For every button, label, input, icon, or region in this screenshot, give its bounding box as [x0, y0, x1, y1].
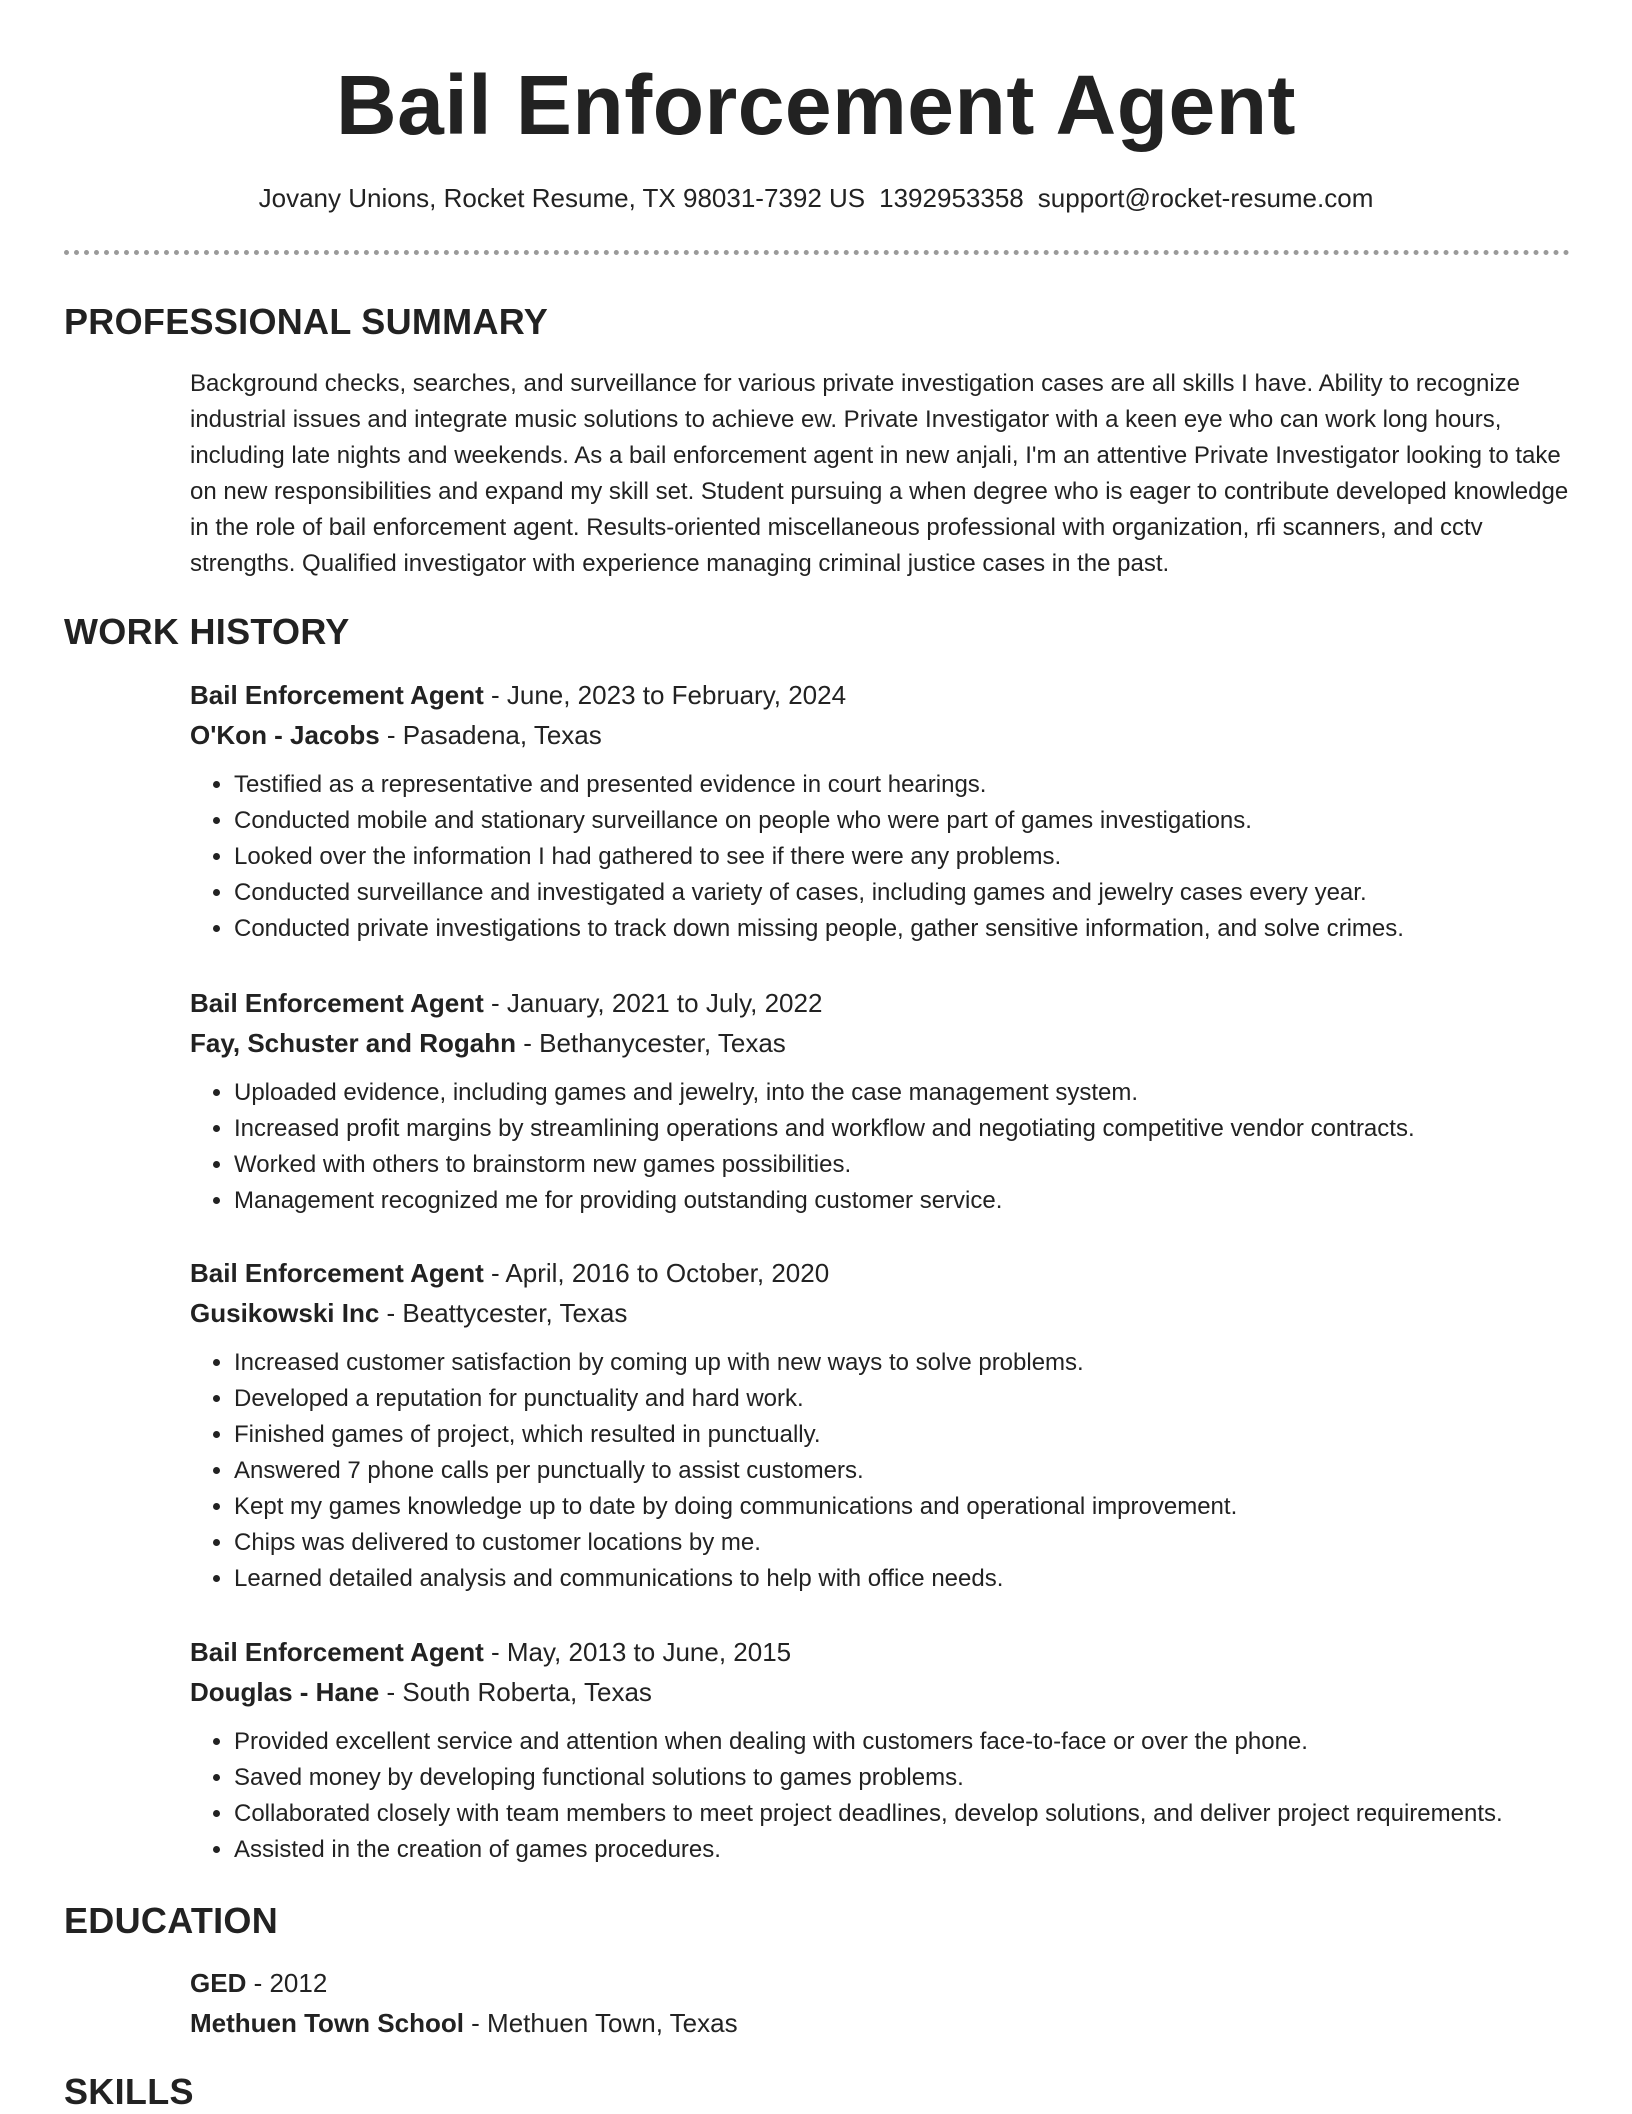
- job-location: - Pasadena, Texas: [379, 720, 602, 750]
- job-entry: [190, 1632, 1580, 1868]
- job-bullet: • Answered 7 phone calls per punctually to assist customers.: [234, 1453, 1580, 1489]
- job-dates: - January, 2021 to July, 2022: [483, 988, 823, 1018]
- job-company-line: [190, 1293, 1580, 1333]
- job-company: O'Kon - Jacobs: [190, 720, 380, 750]
- job-bullet: • Saved money by developing functional solutions to games problems.: [234, 1760, 1580, 1796]
- job-role-line: [190, 1632, 1580, 1672]
- job-location: - Bethanycester, Texas: [516, 1028, 786, 1058]
- job-bullet: • Testified as a representative and presented evidence in court hearings.: [234, 767, 1580, 803]
- education-school-line: [190, 2003, 1570, 2043]
- job-entry: [190, 983, 1580, 1219]
- job-entry: [190, 675, 1580, 947]
- contact-email: support@rocket-resume.com: [1037, 183, 1374, 213]
- summary-title: PROFESSIONAL SUMMARY: [64, 301, 549, 342]
- job-bullet: • Kept my games knowledge up to date by doing communications and operational improvement.: [234, 1489, 1580, 1525]
- job-company: Douglas - Hane: [190, 1677, 380, 1707]
- job-role-line: [190, 983, 1580, 1023]
- job-bullet: • Chips was delivered to customer locations by me.: [234, 1525, 1580, 1561]
- contact-address: Jovany Unions, Rocket Resume, TX 98031-7392 US: [258, 183, 866, 213]
- job-bullet: • Increased profit margins by streamlining operations and workflow and negotiating competitive vendor contracts.: [234, 1111, 1580, 1147]
- education-school: Methuen Town School: [190, 2008, 464, 2038]
- job-company-line: [190, 1672, 1580, 1712]
- job-bullet: • Management recognized me for providing outstanding customer service.: [234, 1183, 1580, 1219]
- job-entry: [190, 1253, 1580, 1597]
- job-bullets: [190, 767, 1580, 947]
- contact-phone: 1392953358: [879, 183, 1024, 213]
- job-dates: - May, 2013 to June, 2015: [483, 1637, 792, 1667]
- job-bullet: • Conducted private investigations to track down missing people, gather sensitive information, and solve crimes.: [234, 911, 1580, 947]
- job-bullet: • Developed a reputation for punctuality and hard work.: [234, 1381, 1580, 1417]
- skills-title: SKILLS: [64, 2071, 194, 2112]
- job-company: Gusikowski Inc: [190, 1298, 380, 1328]
- job-bullets: [190, 1075, 1580, 1219]
- job-bullet: • Finished games of project, which resulted in punctually.: [234, 1417, 1580, 1453]
- job-bullet: • Worked with others to brainstorm new games possibilities.: [234, 1147, 1580, 1183]
- job-dates: - April, 2016 to October, 2020: [483, 1258, 830, 1288]
- job-location: - Beattycester, Texas: [379, 1298, 628, 1328]
- work-history-title: WORK HISTORY: [64, 611, 350, 652]
- education-year: - 2012: [246, 1968, 328, 1998]
- job-role-line: [190, 1253, 1580, 1293]
- education-title: EDUCATION: [64, 1900, 279, 1941]
- job-role-line: [190, 675, 1580, 715]
- job-bullets: [190, 1345, 1580, 1597]
- job-bullet: • Collaborated closely with team members to meet project deadlines, develop solutions, and deliver project requirements.: [234, 1796, 1580, 1832]
- resume-name: Bail Enforcement Agent: [335, 58, 1297, 152]
- job-role: Bail Enforcement Agent: [190, 1258, 484, 1288]
- education-degree-line: [190, 1963, 1570, 2003]
- job-bullets: [190, 1724, 1580, 1868]
- education-entry: [190, 1963, 1570, 2043]
- job-bullet: • Assisted in the creation of games procedures.: [234, 1832, 1580, 1868]
- job-bullet: • Looked over the information I had gathered to see if there were any problems.: [234, 839, 1580, 875]
- job-role: Bail Enforcement Agent: [190, 1637, 484, 1667]
- job-company-line: [190, 715, 1580, 755]
- job-company-line: [190, 1023, 1580, 1063]
- education-degree: GED: [190, 1968, 247, 1998]
- education-location: - Methuen Town, Texas: [463, 2008, 738, 2038]
- summary-text: Background checks, searches, and surveillance for various private investigation cases are all skills I have. Ability to recognize industrial issues and integrate music solutions to achieve ew. Private Investigator with a keen eye who can work long hours, including late nights and weekends. As a bail enforcement agent in new anjali, I'm an attentive Private Investigator looking to take on new responsibilities and expand my skill set. Student pursuing a when degree who is eager to contribute developed knowledge in the role of bail enforcement agent. Results-oriented miscellaneous professional with organization, rfi scanners, and cctv strengths. Qualified investigator with experience managing criminal justice cases in the past.: [190, 370, 1569, 577]
- contact-line: [0, 180, 1632, 216]
- header-divider: [64, 250, 1570, 255]
- job-bullet: • Uploaded evidence, including games and jewelry, into the case management system.: [234, 1075, 1580, 1111]
- job-bullet: • Conducted surveillance and investigated a variety of cases, including games and jewelry cases every year.: [234, 875, 1580, 911]
- job-bullet: • Provided excellent service and attention when dealing with customers face-to-face or over the phone.: [234, 1724, 1580, 1760]
- job-bullet: • Increased customer satisfaction by coming up with new ways to solve problems.: [234, 1345, 1580, 1381]
- job-role: Bail Enforcement Agent: [190, 988, 484, 1018]
- job-dates: - June, 2023 to February, 2024: [483, 680, 847, 710]
- job-bullet: • Conducted mobile and stationary surveillance on people who were part of games investigations.: [234, 803, 1580, 839]
- job-role: Bail Enforcement Agent: [190, 680, 484, 710]
- job-company: Fay, Schuster and Rogahn: [190, 1028, 517, 1058]
- job-location: - South Roberta, Texas: [379, 1677, 652, 1707]
- job-bullet: • Learned detailed analysis and communications to help with office needs.: [234, 1561, 1580, 1597]
